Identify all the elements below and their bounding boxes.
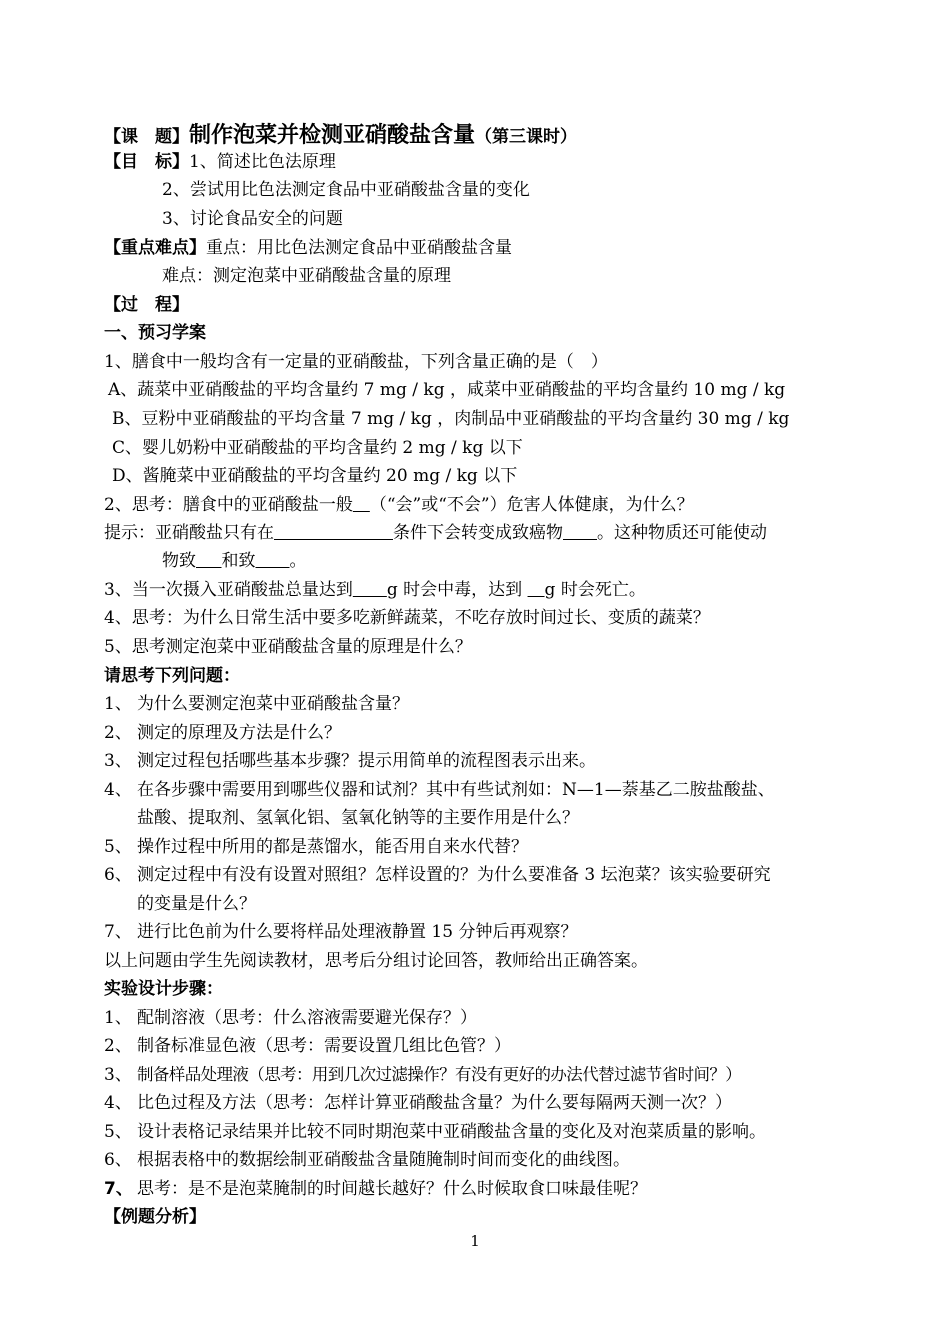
step-text: 设计表格记录结果并比较不同时期泡菜中亚硝酸盐含量的变化及对泡菜质量的影响。 xyxy=(137,1122,766,1142)
think-item-text: 进行比色前为什么要将样品处理液静置 15 分钟后再观察？ xyxy=(137,922,578,942)
goal-line-1 xyxy=(104,148,336,176)
step-text: 制备标准显色液（思考：需要设置几组比色管？） xyxy=(137,1036,511,1056)
section-heading: 一、预习学案 xyxy=(104,323,206,343)
think-item xyxy=(104,719,132,747)
hint-text: 和致 xyxy=(221,551,256,571)
step-number: 6、 xyxy=(104,1150,132,1170)
think-item xyxy=(104,918,132,946)
process-label: 【过 程】 xyxy=(104,295,189,315)
example-label: 【例题分析】 xyxy=(104,1207,206,1227)
think-item-text: 为什么要测定泡菜中亚硝酸盐含量？ xyxy=(137,694,409,714)
think-item xyxy=(104,861,132,889)
blank xyxy=(528,580,545,600)
difficulty: 难点：测定泡菜中亚硝酸盐含量的原理 xyxy=(162,266,451,286)
think-item xyxy=(104,833,132,861)
blank xyxy=(196,551,222,571)
blank xyxy=(563,523,597,543)
think-item-text: 盐酸、提取剂、氢氧化铝、氢氧化钠等的主要作用是什么？ xyxy=(137,808,579,828)
step-number: 3、 xyxy=(104,1065,132,1085)
think-heading: 请思考下列问题： xyxy=(104,666,240,686)
think-item-text: 操作过程中所用的都是蒸馏水，能否用自来水代替？ xyxy=(137,837,528,857)
think-item xyxy=(104,776,132,804)
option-b: B、豆粉中亚硝酸盐的平均含量 7 mg / kg ，肉制品中亚硝酸盐的平均含量约 30 mg / kg xyxy=(112,409,790,429)
goal-label: 【目 标】 xyxy=(104,152,189,172)
item-number: 7、 xyxy=(104,922,132,942)
question-3 xyxy=(104,576,646,604)
think-item-text: 在各步骤中需要用到哪些仪器和试剂？其中有些试剂如：N—1—萘基乙二胺盐酸盐、 xyxy=(137,780,775,800)
blank xyxy=(274,523,393,543)
goal-item: 2、尝试用比色法测定食品中亚硝酸盐含量的变化 xyxy=(162,180,530,200)
key-label: 【重点难点】 xyxy=(104,238,206,258)
key-point: 重点：用比色法测定食品中亚硝酸盐含量 xyxy=(206,238,512,258)
think-item xyxy=(104,747,132,775)
goal-item: 3、讨论食品安全的问题 xyxy=(162,209,343,229)
blank xyxy=(353,580,387,600)
step-text: 根据表格中的数据绘制亚硝酸盐含量随腌制时间而变化的曲线图。 xyxy=(137,1150,630,1170)
step-number: 1、 xyxy=(104,1008,132,1028)
question-1: 1、膳食中一般均含有一定量的亚硝酸盐，下列含量正确的是（ ） xyxy=(104,352,608,372)
item-number: 2、 xyxy=(104,723,132,743)
question-2-text: （“会”或“不会”）危害人体健康，为什么？ xyxy=(369,495,694,515)
item-number: 3、 xyxy=(104,751,132,771)
step-text: 思考：是不是泡菜腌制的时间越长越好？什么时候取食口味最佳呢？ xyxy=(137,1179,647,1199)
hint-text: 。这种物质还可能使动 xyxy=(597,523,767,543)
option-d: D、酱腌菜中亚硝酸盐的平均含量约 20 mg / kg 以下 xyxy=(112,466,518,486)
think-item-text: 测定过程包括哪些基本步骤？提示用简单的流程图表示出来。 xyxy=(137,751,596,771)
key-point-line xyxy=(104,234,512,262)
experiment-heading: 实验设计步骤： xyxy=(104,979,223,999)
question-5: 5、思考测定泡菜中亚硝酸盐含量的原理是什么？ xyxy=(104,637,472,657)
think-item-text: 的变量是什么？ xyxy=(137,894,256,914)
step-text: 比色过程及方法（思考：怎样计算亚硝酸盐含量？为什么要每隔两天测一次？） xyxy=(137,1093,732,1113)
step-number: 5、 xyxy=(104,1122,132,1142)
hint-text: 条件下会转变成致癌物 xyxy=(393,523,563,543)
hint-line-2 xyxy=(162,547,307,575)
question-3-text: g 时会中毒，达到 xyxy=(386,580,523,600)
hint-text: 。 xyxy=(289,551,307,571)
think-item-text: 测定过程中有没有设置对照组？怎样设置的？为什么要准备 3 坛泡菜？该实验要研究 xyxy=(137,865,771,885)
step-text: 配制溶液（思考：什么溶液需要避光保存？） xyxy=(137,1008,477,1028)
step-number: 7、 xyxy=(104,1179,133,1199)
hint-text: 提示：亚硝酸盐只有在 xyxy=(104,523,274,543)
step-text: 制备样品处理液（思考：用到几次过滤操作？有没有更好的办法代替过滤节省时间？） xyxy=(137,1065,742,1084)
blank xyxy=(256,551,290,571)
think-note: 以上问题由学生先阅读教材，思考后分组讨论回答，教师给出正确答案。 xyxy=(104,951,648,971)
page-number: 1 xyxy=(470,1232,480,1250)
question-2 xyxy=(104,491,694,519)
think-item-text: 测定的原理及方法是什么？ xyxy=(137,723,341,743)
think-item xyxy=(104,690,132,718)
question-3-text: g 时会死亡。 xyxy=(544,580,646,600)
item-number: 6、 xyxy=(104,865,132,885)
question-2-text: 2、思考：膳食中的亚硝酸盐一般 xyxy=(104,495,353,515)
goal-item: 1、简述比色法原理 xyxy=(189,152,336,172)
step-number: 2、 xyxy=(104,1036,132,1056)
lesson-title: 制作泡菜并检测亚硝酸盐含量 xyxy=(189,123,476,148)
option-a: A、蔬菜中亚硝酸盐的平均含量约 7 mg / kg ，咸菜中亚硝酸盐的平均含量约 10 mg / kg xyxy=(108,380,786,400)
question-4: 4、思考：为什么日常生活中要多吃新鲜蔬菜，不吃存放时间过长、变质的蔬菜？ xyxy=(104,608,710,628)
step-number: 4、 xyxy=(104,1093,132,1113)
hint-line-1 xyxy=(104,519,767,547)
blank xyxy=(353,495,370,515)
question-3-text: 3、当一次摄入亚硝酸盐总量达到 xyxy=(104,580,353,600)
item-number: 4、 xyxy=(104,780,132,800)
title-suffix: （第三课时） xyxy=(475,127,578,147)
item-number: 5、 xyxy=(104,837,132,857)
option-c: C、婴儿奶粉中亚硝酸盐的平均含量约 2 mg / kg 以下 xyxy=(112,438,523,458)
title-label: 【课 题】 xyxy=(104,127,189,147)
item-number: 1、 xyxy=(104,694,132,714)
hint-text: 物致 xyxy=(162,551,196,571)
